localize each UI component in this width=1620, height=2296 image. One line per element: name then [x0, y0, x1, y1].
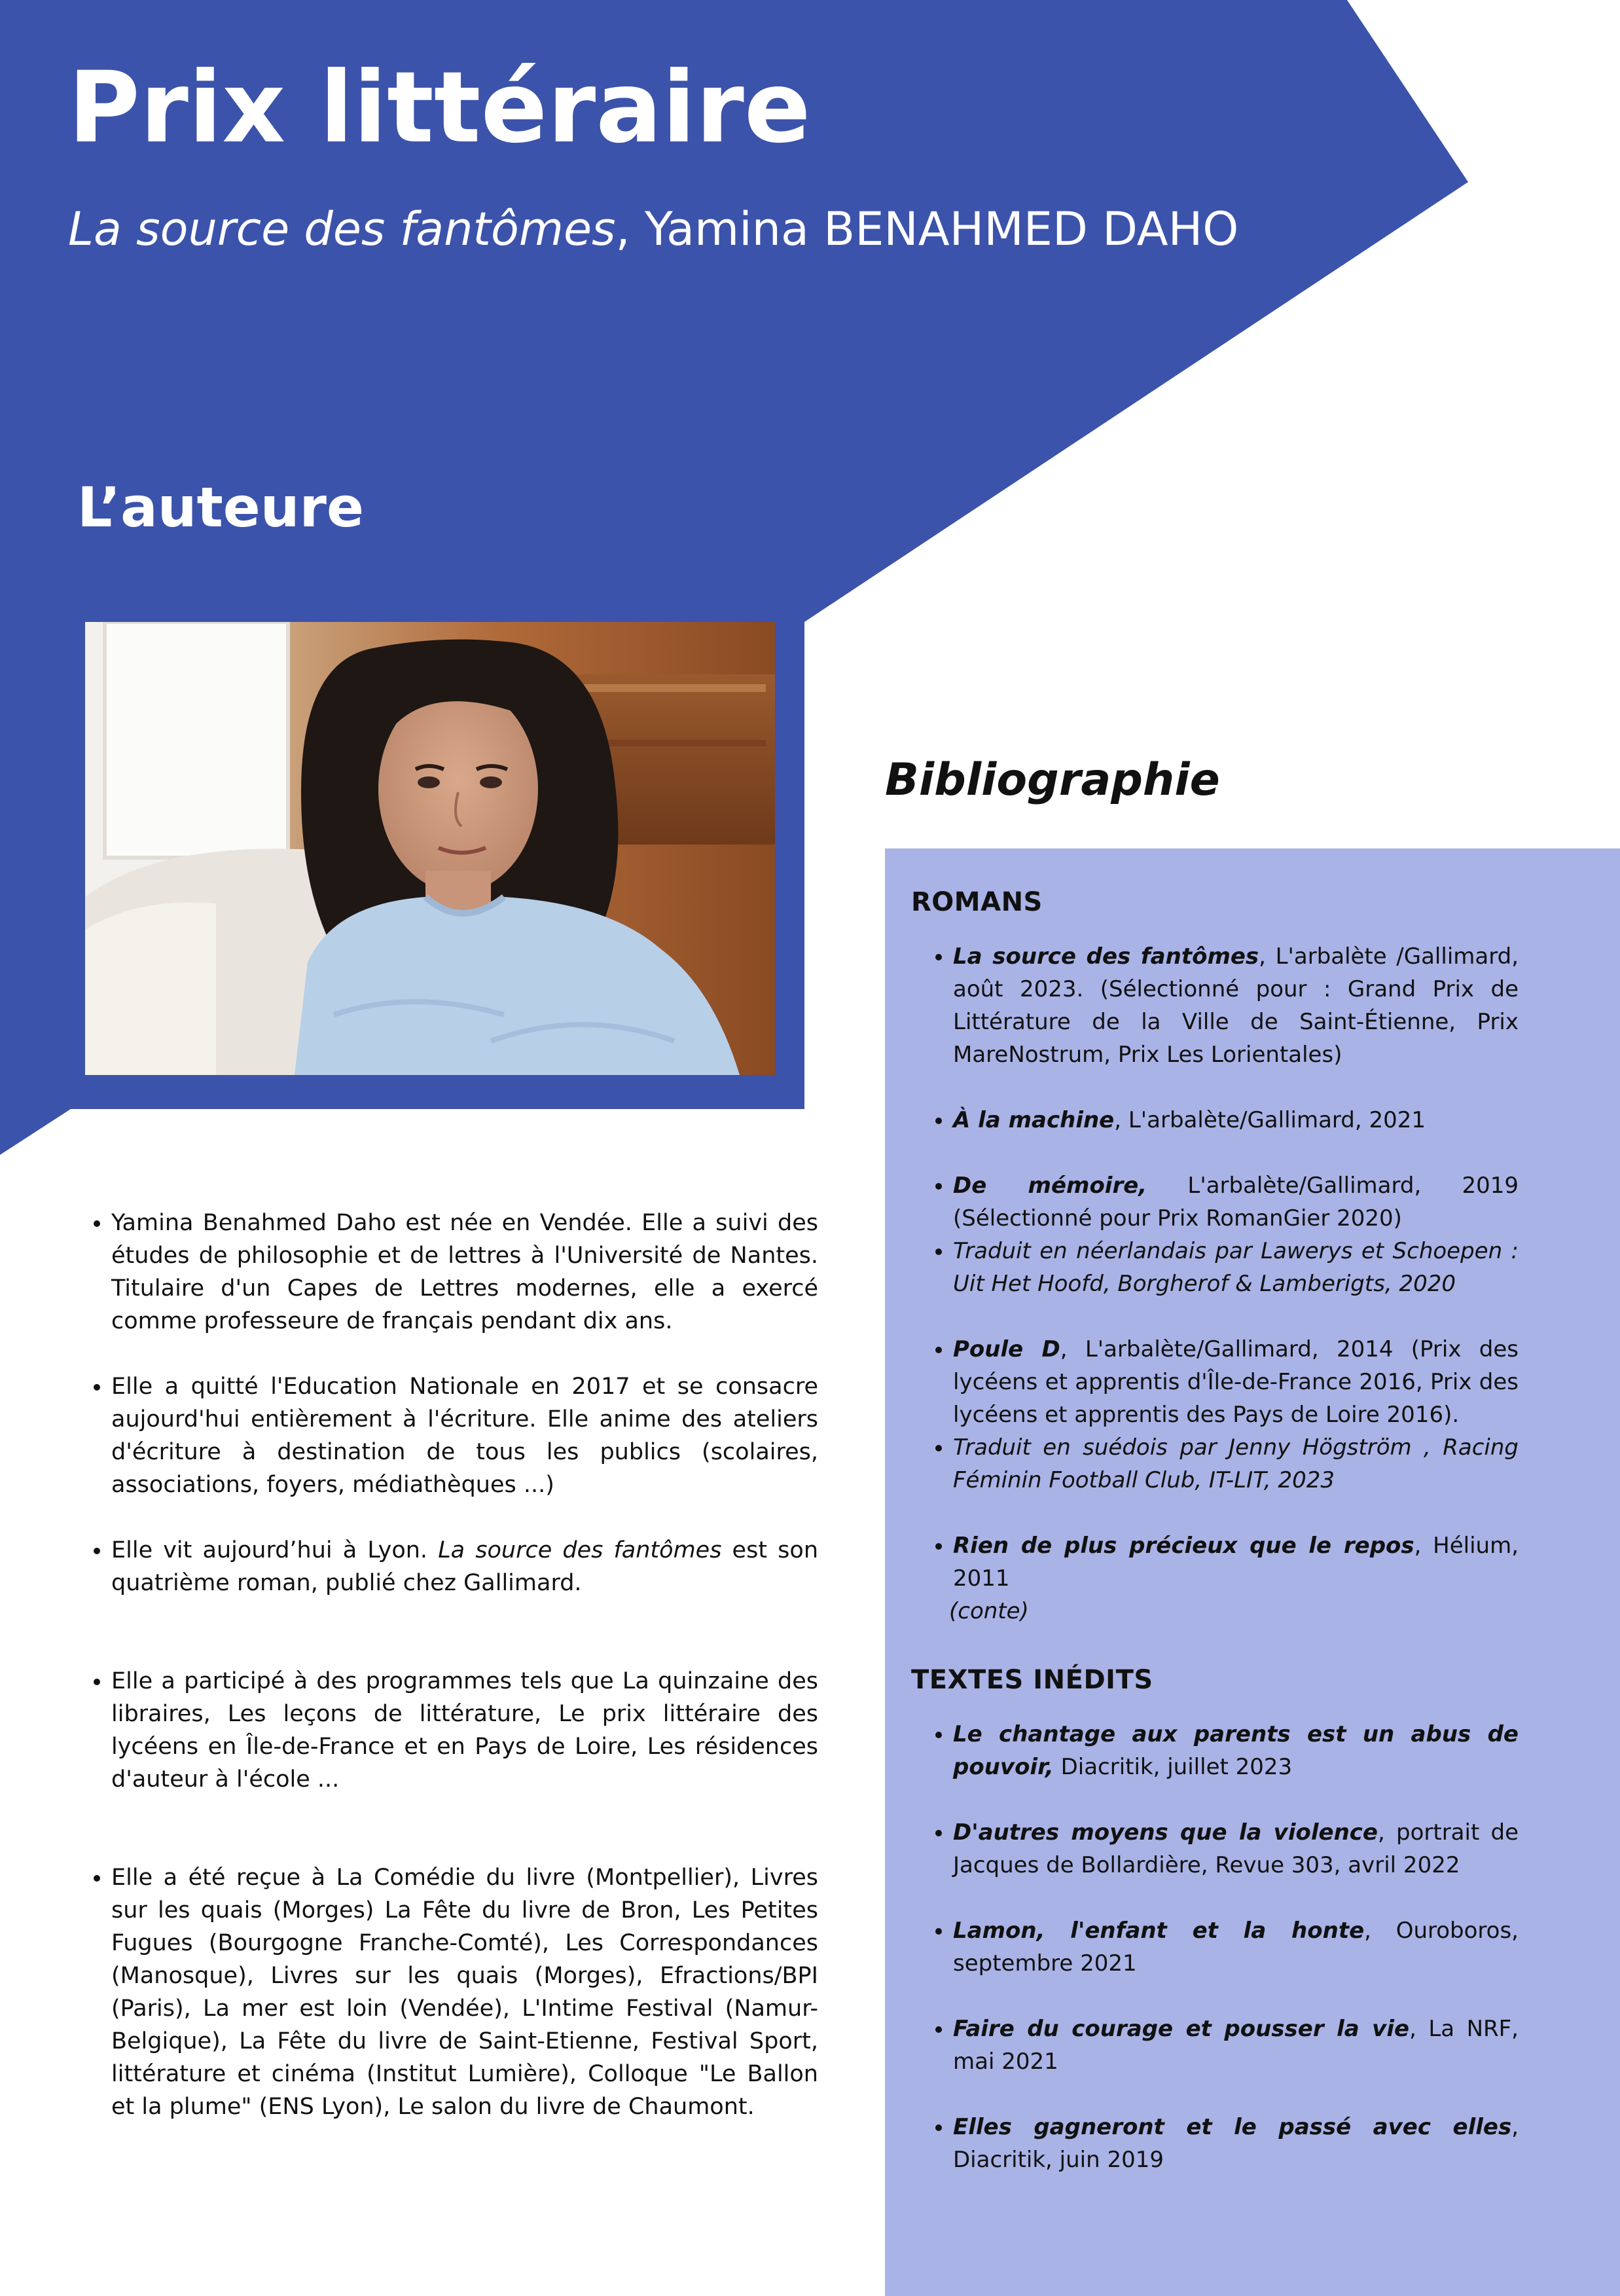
subtitle-book-title: La source des fantômes [68, 202, 616, 256]
author-section-heading: L’auteure [77, 475, 364, 539]
texte-details: , portrait de Jacques de Bollardière, Revue 303, avril 2022 [953, 1819, 1519, 1878]
list-item [953, 1816, 1519, 1882]
list-item [953, 2013, 1519, 2078]
roman-title: De mémoire, [953, 1173, 1147, 1199]
texte-details: , La NRF, mai 2021 [953, 2016, 1519, 2075]
subtitle-author: , Yamina BENAHMED DAHO [615, 202, 1239, 256]
roman-translation: Traduit en suédois par Jenny Högström , Racing Féminin Football Club, IT-LIT, 2023 [953, 1434, 1519, 1493]
romans-list [911, 940, 1519, 1628]
list-item [953, 1914, 1519, 1980]
author-portrait-icon [85, 622, 775, 1075]
roman-title: À la machine [953, 1107, 1115, 1133]
list-item [949, 1529, 1519, 1628]
romans-heading: ROMANS [911, 887, 1043, 917]
list-item [953, 1718, 1519, 1783]
bio-paragraph [111, 1534, 818, 1599]
bio-list [65, 1207, 818, 2123]
bio-paragraph: • Elle a quitté l'Education Nationale en 2017 et se consacre aujourd'hui entièrement à l'écriture. Elle anime des ateliers d'écriture à destination de tous les publics (scolaires, associations, foyers, médiathèques ...) [111, 1370, 818, 1501]
texte-title: Faire du courage et pousser la vie [953, 2016, 1410, 2042]
roman-translation: Traduit en néerlandais par Lawerys et Schoepen : Uit Het Hoofd, Borgherof & Lamberigts, 2020 [953, 1238, 1519, 1297]
page-title: Prix littéraire [68, 51, 811, 165]
roman-title: Rien de plus précieux que le repos [953, 1533, 1414, 1559]
list-item [953, 2111, 1519, 2176]
roman-details: , L'arbalète/Gallimard, 2021 [1114, 1107, 1426, 1133]
list-item [953, 1235, 1519, 1300]
bibliography-panel [885, 848, 1620, 2296]
list-item [953, 1169, 1519, 1235]
list-item [953, 940, 1519, 1071]
texte-details: , Diacritik, juin 2019 [953, 2114, 1519, 2173]
bibliography-heading: Bibliographie [885, 754, 1220, 806]
list-item [953, 1104, 1519, 1137]
roman-details: , L'arbalète/Gallimard, 2014 (Prix des lycéens et apprentis d'Île-de-France 2016, Prix des lycéens et apprentis des Pays de Loire 2016). [953, 1336, 1519, 1428]
texte-details: Diacritik, juillet 2023 [1053, 1754, 1293, 1780]
bio-paragraph: • Elle a participé à des programmes tels que La quinzaine des libraires, Les leçons de littérature, Le prix littéraire des lycéens en Île-de-France et en Pays de Loire, Les résidences d'auteur à l'école ... [111, 1665, 818, 1796]
bio-paragraph: • Yamina Benahmed Daho est née en Vendée. Elle a suivi des études de philosophie et de lettres à l'Université de Nantes. Titulaire d'un Capes de Lettres modernes, elle a exercé comme professeure de français pendant dix ans. [111, 1207, 818, 1338]
texte-title: Le chantage aux parents est un abus de pouvoir, [953, 1721, 1519, 1780]
bio-text: est son quatrième roman, publié chez Gallimard. [111, 1537, 818, 1596]
bio-book-title: La source des fantômes [438, 1537, 722, 1563]
roman-details: L'arbalète/Gallimard, 2019 (Sélectionné pour Prix RomanGier 2020) [953, 1173, 1519, 1231]
list-item [953, 1333, 1519, 1431]
bio-text: Elle vit aujourd’hui à Lyon. [111, 1537, 439, 1563]
texte-title: D'autres moyens que la violence [953, 1819, 1378, 1846]
bio-paragraph: • Elle a été reçue à La Comédie du livre (Montpellier), Livres sur les quais (Morges) La Fête du livre de Bron, Les Petites Fugues (Bourgogne Franche-Comté), Les Correspondances (Manosque), Livres sur les quais (Morges), Efractions/BPI (Paris), La mer est loin (Vendée), L'Intime Festival (Namur-Belgique), La Fête du livre de Saint-Etienne, Festival Sport, littérature et cinéma (Institut Lumière), Colloque "Le Ballon et la plume" (ENS Lyon), Le salon du livre de Chaumont. [111, 1861, 818, 2123]
textes-list [911, 1718, 1519, 2176]
roman-details: , Hélium, 2011 [953, 1533, 1519, 1592]
texte-title: Elles gagneront et le passé avec elles [953, 2114, 1512, 2140]
texte-title: Lamon, l'enfant et la honte [953, 1918, 1365, 1944]
roman-title: Poule D [953, 1336, 1060, 1362]
author-photo [85, 622, 775, 1075]
roman-title: La source des fantômes [953, 943, 1259, 970]
author-bio [65, 1207, 818, 2156]
roman-note: (conte) [949, 1598, 1029, 1624]
textes-heading: TEXTES INÉDITS [911, 1665, 1153, 1695]
page-subtitle [68, 196, 1238, 262]
roman-details: , L'arbalète /Gallimard, août 2023. (Sélectionné pour : Grand Prix de Littérature de la Ville de Saint-Étienne, Prix MareNostrum, Prix Les Lorientales) [953, 943, 1519, 1068]
list-item [953, 1431, 1519, 1497]
texte-details: , Ouroboros, septembre 2021 [953, 1918, 1519, 1977]
